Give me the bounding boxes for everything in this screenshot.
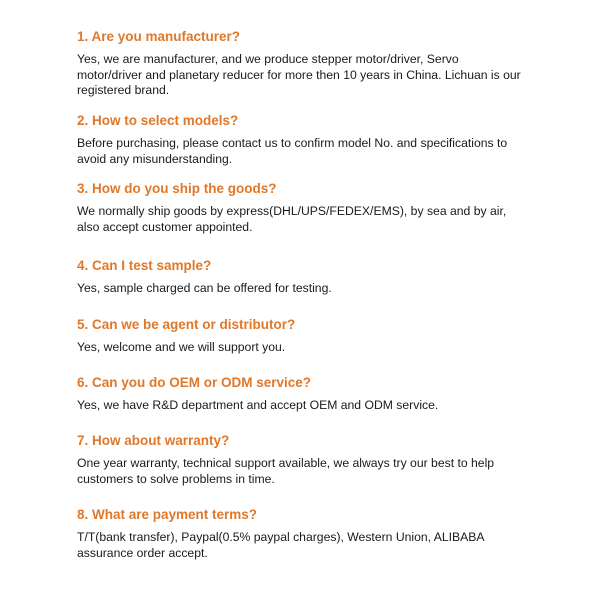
faq-item-oem-odm	[77, 374, 522, 414]
faq-question: 4. Can I test sample?	[77, 258, 212, 273]
faq-item-sample	[77, 257, 522, 297]
faq-item-manufacturer	[77, 28, 522, 99]
faq-answer: We normally ship goods by express(DHL/UPS/FEDEX/EMS), by sea and by air, also accept customer appointed.	[77, 204, 507, 234]
faq-answer: Yes, we are manufacturer, and we produce stepper motor/driver, Servo motor/driver and planetary reducer for more then 10 years in China. Lichuan is our registered brand.	[77, 52, 521, 97]
faq-item-payment	[77, 506, 522, 561]
faq-answer: One year warranty, technical support available, we always try our best to help customers to solve problems in time.	[77, 456, 495, 486]
faq-item-agent	[77, 316, 522, 356]
faq-answer: Yes, welcome and we will support you.	[77, 340, 286, 354]
faq-question: 2. How to select models?	[77, 113, 239, 128]
faq-answer: Yes, we have R&D department and accept OEM and ODM service.	[77, 398, 439, 412]
faq-item-shipping	[77, 180, 522, 235]
faq-question: 7. How about warranty?	[77, 433, 230, 448]
faq-answer: Yes, sample charged can be offered for testing.	[77, 281, 332, 295]
faq-question: 6. Can you do OEM or ODM service?	[77, 375, 312, 390]
faq-question: 5. Can we be agent or distributor?	[77, 317, 296, 332]
faq-question: 8. What are payment terms?	[77, 507, 258, 522]
faq-question: 3. How do you ship the goods?	[77, 181, 277, 196]
faq-item-warranty	[77, 432, 522, 487]
faq-item-select-models	[77, 112, 522, 167]
faq-question: 1. Are you manufacturer?	[77, 29, 241, 44]
faq-answer: T/T(bank transfer), Paypal(0.5% paypal charges), Western Union, ALIBABA assurance order accept.	[77, 530, 484, 560]
faq-answer: Before purchasing, please contact us to confirm model No. and specifications to avoid any misunderstanding.	[77, 136, 508, 166]
